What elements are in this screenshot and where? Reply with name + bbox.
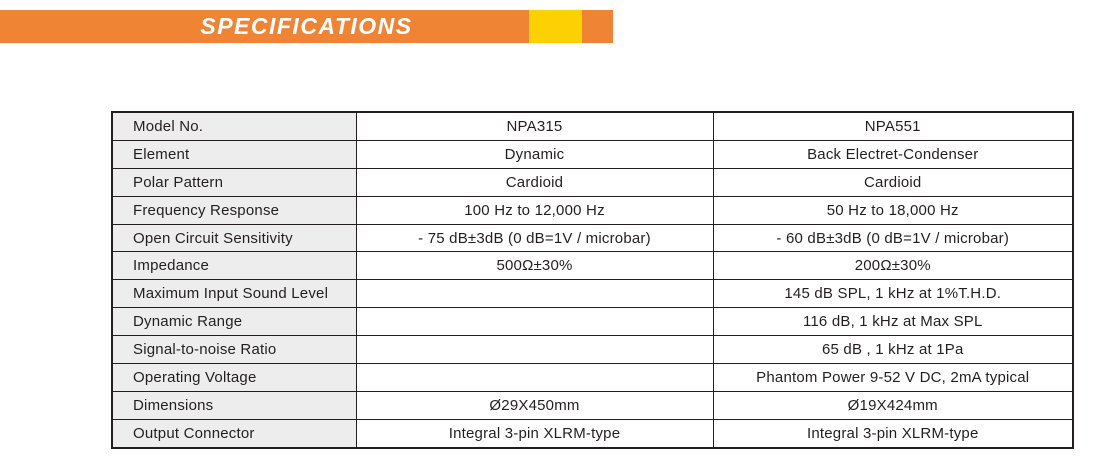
row-label-cell: Impedance: [112, 252, 356, 280]
npa315-value-cell: 500Ω±30%: [356, 252, 713, 280]
npa551-value-cell: 116 dB, 1 kHz at Max SPL: [713, 308, 1073, 336]
page-title: SPECIFICATIONS: [200, 13, 413, 39]
npa551-value-cell: NPA551: [713, 112, 1073, 140]
banner-orange-bar: [0, 10, 529, 43]
spec-row: [112, 168, 1073, 196]
spec-row: [112, 112, 1073, 140]
npa551-value-cell: Ø19X424mm: [713, 391, 1073, 419]
row-label-cell: Polar Pattern: [112, 168, 356, 196]
spec-row: [112, 391, 1073, 419]
spec-row: [112, 336, 1073, 364]
row-label-cell: Operating Voltage: [112, 364, 356, 392]
spec-row: [112, 224, 1073, 252]
npa315-value-cell: [356, 280, 713, 308]
spec-row: [112, 280, 1073, 308]
specs-table-body: [112, 112, 1073, 448]
npa551-value-cell: 65 dB , 1 kHz at 1Pa: [713, 336, 1073, 364]
spec-row: [112, 419, 1073, 447]
npa551-value-cell: Cardioid: [713, 168, 1073, 196]
spec-row: [112, 140, 1073, 168]
npa315-value-cell: - 75 dB±3dB (0 dB=1V / microbar): [356, 224, 713, 252]
npa315-value-cell: Ø29X450mm: [356, 391, 713, 419]
row-label-cell: Signal-to-noise Ratio: [112, 336, 356, 364]
npa315-value-cell: NPA315: [356, 112, 713, 140]
spec-row: [112, 308, 1073, 336]
npa551-value-cell: Back Electret-Condenser: [713, 140, 1073, 168]
npa315-value-cell: [356, 308, 713, 336]
row-label-cell: Frequency Response: [112, 196, 356, 224]
spec-row: [112, 252, 1073, 280]
row-label-cell: Maximum Input Sound Level: [112, 280, 356, 308]
banner-orange-end-block: [582, 10, 613, 43]
specifications-banner: [0, 10, 613, 43]
row-label-cell: Dimensions: [112, 391, 356, 419]
spec-row: [112, 364, 1073, 392]
npa315-value-cell: [356, 364, 713, 392]
banner-yellow-block: [529, 10, 582, 43]
npa315-value-cell: Integral 3-pin XLRM-type: [356, 419, 713, 447]
npa551-value-cell: 145 dB SPL, 1 kHz at 1%T.H.D.: [713, 280, 1073, 308]
row-label-cell: Element: [112, 140, 356, 168]
spec-row: [112, 196, 1073, 224]
npa315-value-cell: Dynamic: [356, 140, 713, 168]
npa551-value-cell: 50 Hz to 18,000 Hz: [713, 196, 1073, 224]
row-label-cell: Model No.: [112, 112, 356, 140]
npa551-value-cell: 200Ω±30%: [713, 252, 1073, 280]
specs-table: [111, 111, 1074, 449]
npa315-value-cell: Cardioid: [356, 168, 713, 196]
npa551-value-cell: Integral 3-pin XLRM-type: [713, 419, 1073, 447]
row-label-cell: Open Circuit Sensitivity: [112, 224, 356, 252]
row-label-cell: Dynamic Range: [112, 308, 356, 336]
npa315-value-cell: 100 Hz to 12,000 Hz: [356, 196, 713, 224]
npa551-value-cell: Phantom Power 9-52 V DC, 2mA typical: [713, 364, 1073, 392]
row-label-cell: Output Connector: [112, 419, 356, 447]
npa551-value-cell: - 60 dB±3dB (0 dB=1V / microbar): [713, 224, 1073, 252]
npa315-value-cell: [356, 336, 713, 364]
